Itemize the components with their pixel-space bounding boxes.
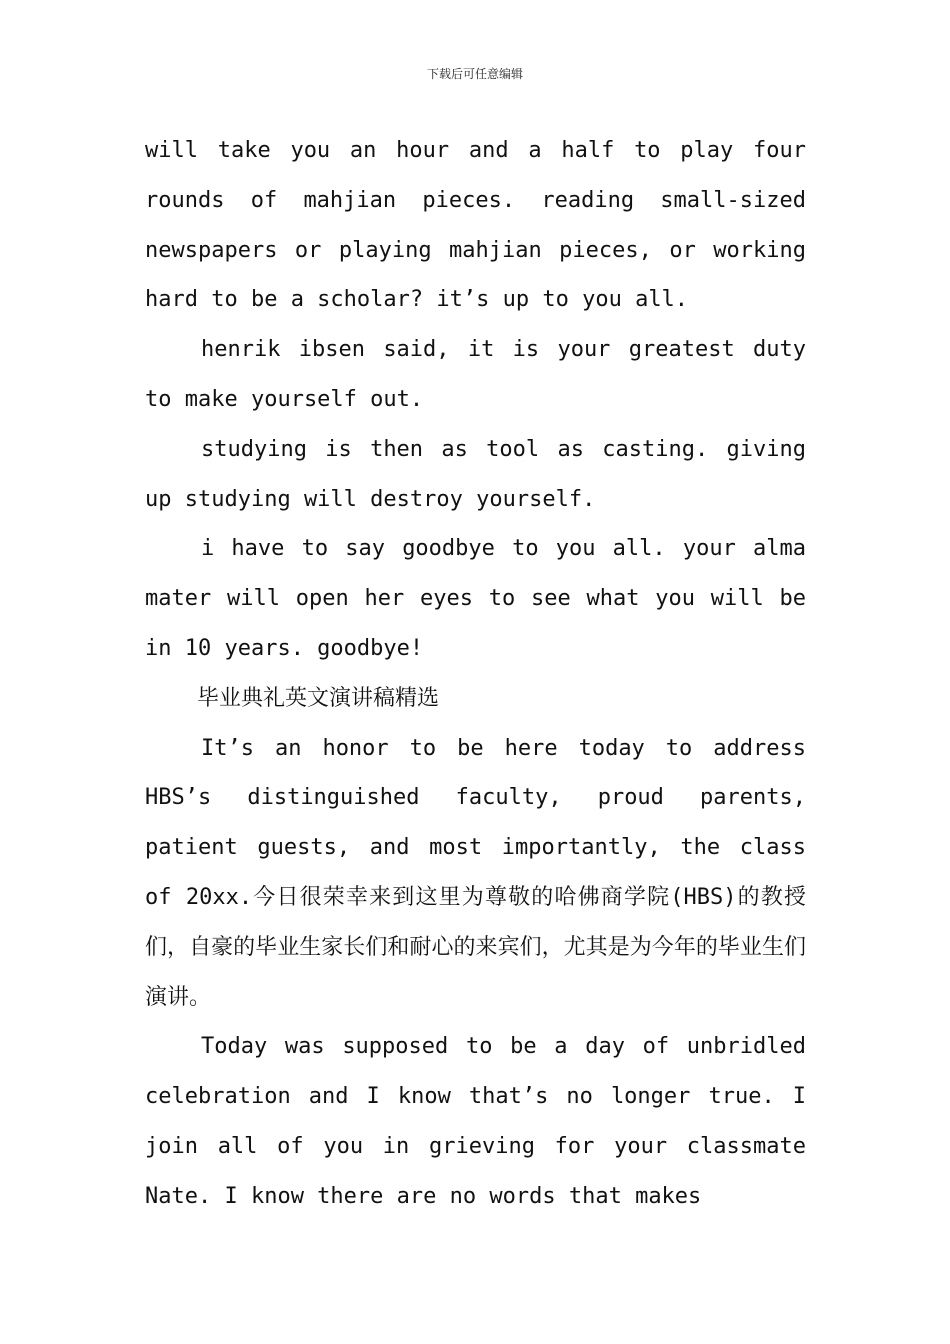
paragraph: i have to say goodbye to you all. your alma mater will open her eyes to see what you will be in 10 years. goodbye! (145, 536, 806, 661)
paragraph: will take you an hour and a half to play four rounds of mahjian pieces. reading small-sized newspapers or playing mahjian pieces, or working hard to be a scholar? it’s up to you all. (145, 138, 806, 313)
section-title: 毕业典礼英文演讲稿精选 (197, 685, 440, 711)
paragraph: henrik ibsen said, it is your greatest duty to make yourself out. (145, 337, 806, 412)
paragraph: Today was supposed to be a day of unbridled celebration and I know that’s no longer true. I join all of you in grieving for your classmate Nate. I know there are no words that makes (145, 1034, 806, 1209)
page-header: 下载后可任意编辑 (426, 67, 523, 81)
document-body (145, 126, 806, 1222)
paragraph: It’s an honor to be here today to address HBS’s distinguished faculty, proud parents, patient guests, and most importantly, the class of 20xx.今日很荣幸来到这里为尊敬的哈佛商学院(HBS)的教授们，自豪的毕业生家长们和耐心的来宾们，尤其是为今年的毕业生们演讲。 (145, 735, 806, 1010)
paragraph: studying is then as tool as casting. giving up studying will destroy yourself. (145, 436, 806, 512)
